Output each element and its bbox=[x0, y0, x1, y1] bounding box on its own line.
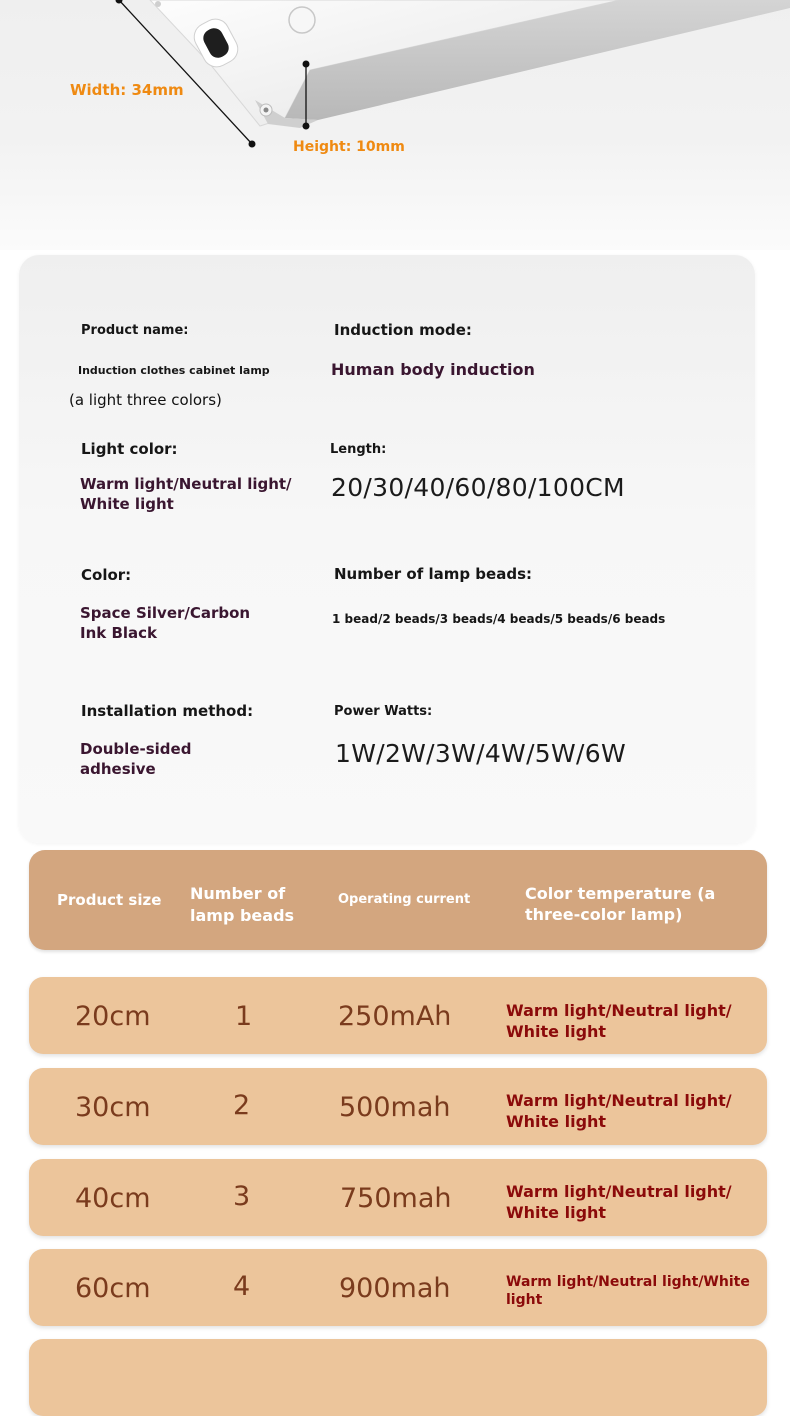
power-watts-label: Power Watts: bbox=[334, 704, 433, 719]
cell-current: 900mah bbox=[339, 1273, 451, 1304]
table-header bbox=[29, 850, 767, 950]
cell-size: 40cm bbox=[75, 1183, 151, 1214]
color-label: Color: bbox=[81, 566, 132, 584]
cell-size: 30cm bbox=[75, 1092, 151, 1123]
product-name-note: (a light three colors) bbox=[69, 391, 222, 409]
width-dimension-label: Width: 34mm bbox=[70, 81, 184, 99]
installation-method-value: Double-sided adhesive bbox=[80, 740, 192, 778]
table-row bbox=[29, 1159, 767, 1236]
lamp-beads-label: Number of lamp beads: bbox=[334, 565, 532, 583]
header-lamp-beads: Number of lamp beads bbox=[190, 884, 295, 925]
table-row bbox=[29, 977, 767, 1054]
cell-beads: 2 bbox=[233, 1090, 251, 1121]
cell-size: 20cm bbox=[75, 1001, 151, 1032]
installation-method-label: Installation method: bbox=[81, 702, 254, 720]
header-product-size: Product size bbox=[57, 891, 162, 909]
color-value: Space Silver/Carbon Ink Black bbox=[80, 604, 251, 642]
cell-current: 750mah bbox=[340, 1183, 452, 1214]
table-row bbox=[29, 1068, 767, 1145]
product-photo bbox=[0, 0, 790, 250]
lamp-beads-value: 1 bead/2 beads/3 beads/4 beads/5 beads/6 beads bbox=[332, 612, 666, 626]
cell-beads: 4 bbox=[233, 1271, 251, 1302]
length-label: Length: bbox=[330, 442, 387, 457]
cell-current: 250mAh bbox=[338, 1001, 452, 1032]
cell-beads: 3 bbox=[233, 1181, 251, 1212]
cell-current: 500mah bbox=[339, 1092, 451, 1123]
cell-color-temp: Warm light/Neutral light/White light bbox=[506, 1274, 750, 1308]
light-color-label: Light color: bbox=[81, 440, 178, 458]
light-color-value: Warm light/Neutral light/ White light bbox=[80, 475, 292, 513]
lamp-illustration bbox=[0, 0, 790, 250]
specification-card bbox=[19, 255, 755, 843]
cell-color-temp: Warm light/Neutral light/ White light bbox=[506, 1182, 732, 1222]
height-dimension-label: Height: 10mm bbox=[293, 139, 405, 155]
product-name-value: Induction clothes cabinet lamp bbox=[78, 364, 270, 377]
cell-size: 60cm bbox=[75, 1273, 151, 1304]
induction-mode-value: Human body induction bbox=[331, 360, 535, 379]
table-row bbox=[29, 1249, 767, 1326]
header-color-temperature: Color temperature (a three-color lamp) bbox=[525, 884, 716, 924]
length-value: 20/30/40/60/80/100CM bbox=[331, 473, 625, 502]
cell-color-temp: Warm light/Neutral light/ White light bbox=[506, 1001, 732, 1041]
cell-beads: 1 bbox=[235, 1001, 253, 1032]
power-watts-value: 1W/2W/3W/4W/5W/6W bbox=[335, 739, 626, 768]
induction-mode-label: Induction mode: bbox=[334, 321, 472, 339]
cell-color-temp: Warm light/Neutral light/ White light bbox=[506, 1091, 732, 1131]
table-row bbox=[29, 1339, 767, 1416]
header-operating-current: Operating current bbox=[338, 892, 471, 907]
product-name-label: Product name: bbox=[81, 323, 189, 338]
